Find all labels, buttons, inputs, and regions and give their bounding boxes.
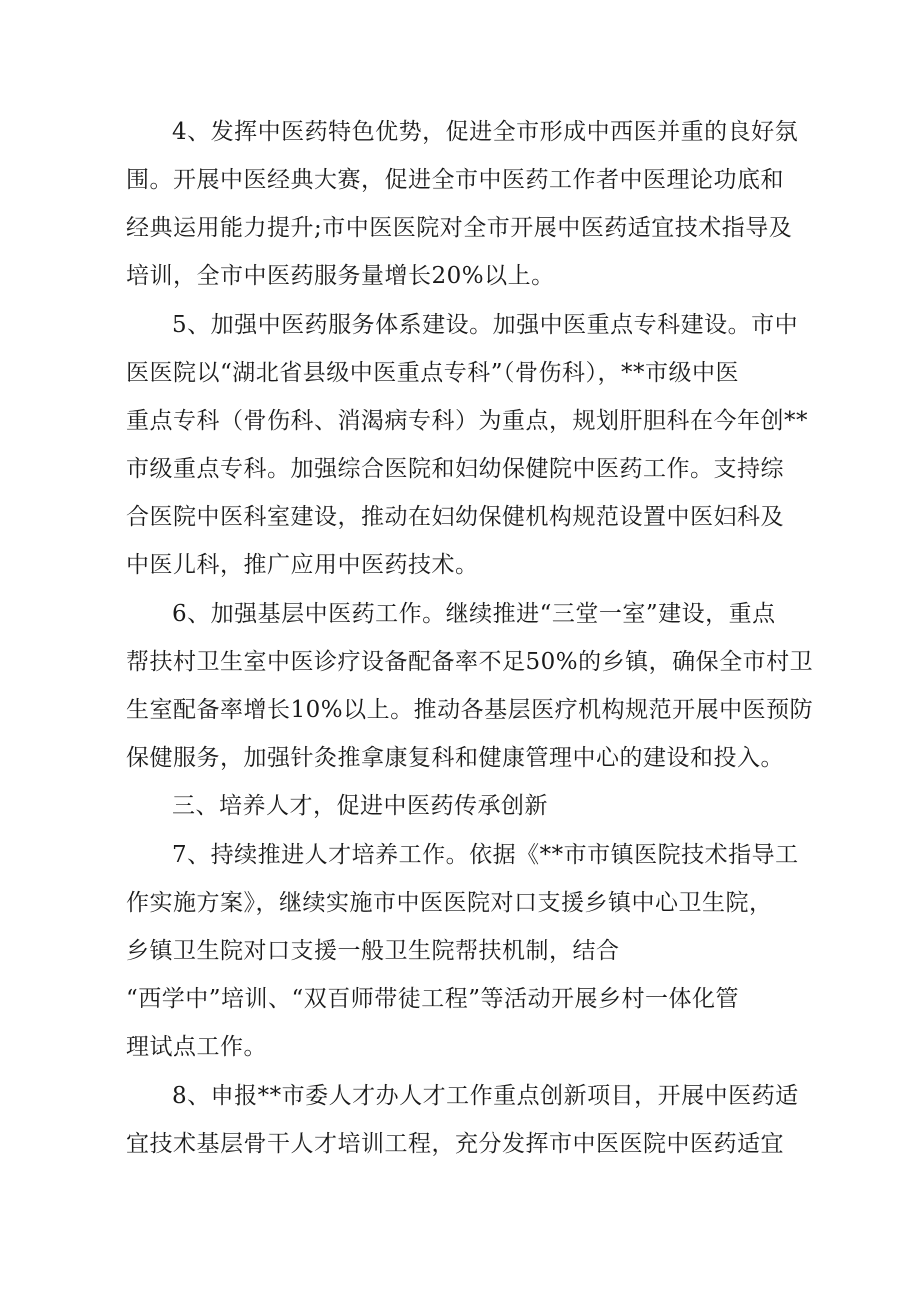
text-line: 理试点工作。 (126, 1034, 267, 1060)
text-line: 中医儿科，推广应用中医药技术。 (126, 552, 479, 578)
text-line: 7、持续推进人才培养工作。依据《**市市镇医院技术指导工 (172, 842, 799, 868)
text-line: 6、加强基层中医药工作。继续推进“三堂一室”建设，重点 (172, 601, 776, 627)
text-line: 培训，全市中医药服务量增长20%以上。 (126, 263, 555, 289)
text-line: 帮扶村卫生室中医诊疗设备配备率不足50%的乡镇，确保全市村卫 (126, 649, 814, 675)
section-heading: 三、培养人才，促进中医药传承创新 (172, 793, 548, 819)
text-line: 市级重点专科。加强综合医院和妇幼保健院中医药工作。支持综 (126, 456, 784, 482)
text-line: 医医院以“湖北省县级中医重点专科”（骨伤科），**市级中医 (126, 360, 740, 386)
text-line: 乡镇卫生院对口支援一般卫生院帮扶机制，结合 (126, 938, 620, 964)
text-line: 重点专科（骨伤科、消渴病专科）为重点，规划肝胆科在今年创** (126, 408, 808, 434)
text-line: 作实施方案》，继续实施市中医医院对口支援乡镇中心卫生院， (126, 890, 773, 916)
text-line: 围。开展中医经典大赛，促进全市中医药工作者中医理论功底和 (126, 167, 784, 193)
text-line: 生室配备率增长10%以上。推动各基层医疗机构规范开展中医预防 (126, 697, 814, 723)
text-line: 8、申报**市委人才办人才工作重点创新项目，开展中医药适 (172, 1083, 799, 1109)
text-line: “西学中”培训、“双百师带徒工程”等活动开展乡村一体化管 (126, 986, 740, 1012)
text-line: 宜技术基层骨干人才培训工程，充分发挥市中医医院中医药适宜 (126, 1131, 784, 1157)
text-line: 合医院中医科室建设，推动在妇幼保健机构规范设置中医妇科及 (126, 504, 784, 530)
text-line: 5、加强中医药服务体系建设。加强中医重点专科建设。市中 (172, 312, 799, 338)
text-line: 4、发挥中医药特色优势，促进全市形成中西医并重的良好氛 (172, 119, 799, 145)
text-line: 经典运用能力提升;市中医医院对全市开展中医药适宜技术指导及 (126, 215, 793, 241)
text-line: 保健服务，加强针灸推拿康复科和健康管理中心的建设和投入。 (126, 745, 784, 771)
